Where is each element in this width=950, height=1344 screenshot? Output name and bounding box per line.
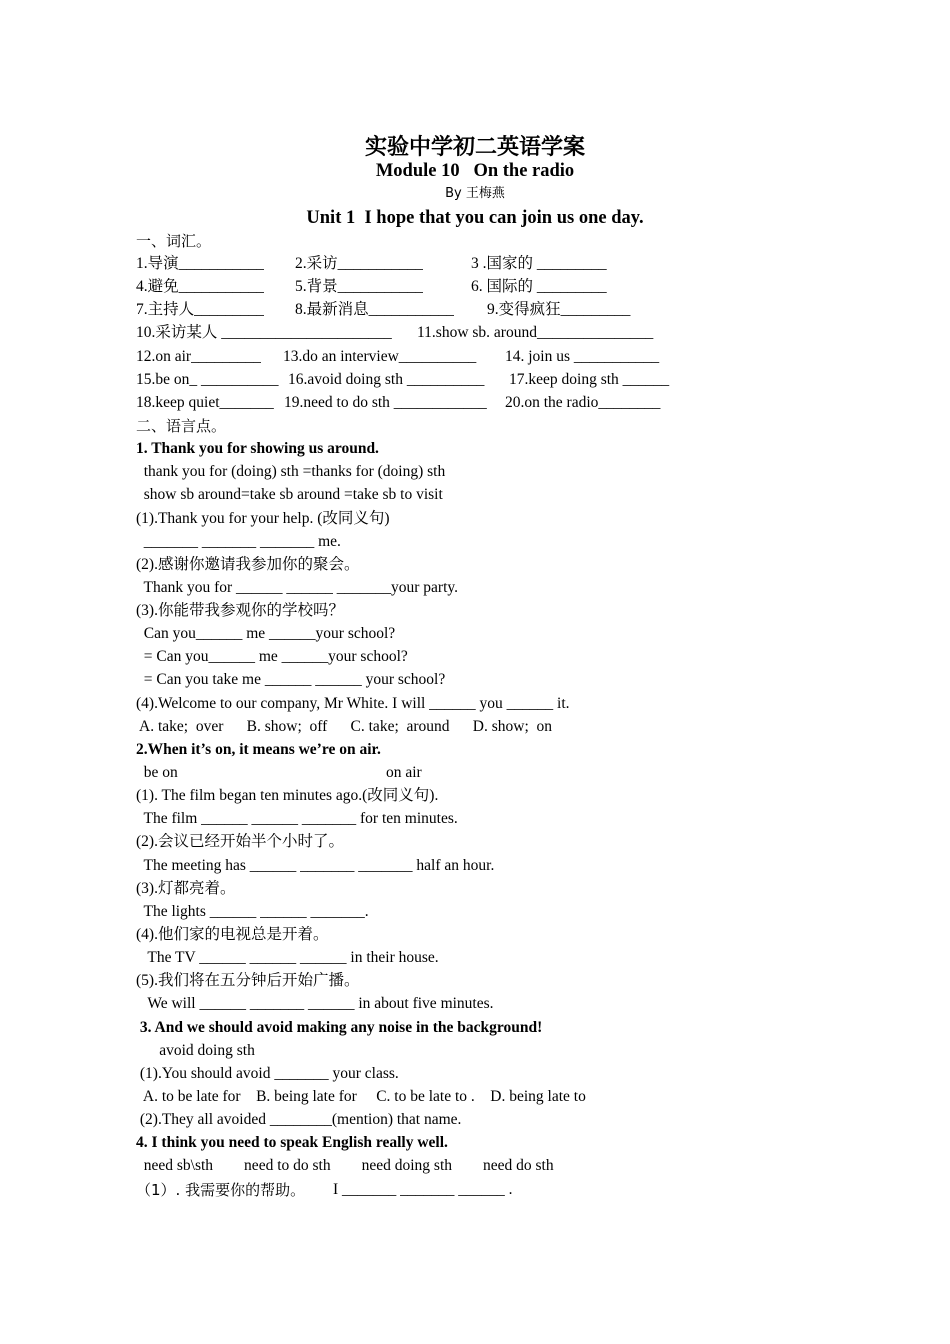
vocab-item: 4.避免___________ bbox=[136, 278, 264, 295]
exercise-line: Thank you for ______ ______ _______your party. bbox=[136, 579, 459, 596]
text-line: show sb around=take sb around =take sb to visit bbox=[136, 486, 443, 503]
exercise-line: _______ _______ _______ me. bbox=[136, 533, 341, 550]
point-title: 3. And we should avoid making any noise in the background! bbox=[136, 1019, 543, 1036]
vocab-item: 6. 国际的 _________ bbox=[471, 278, 607, 295]
vocab-item: 18.keep quiet_______ bbox=[136, 394, 274, 411]
text-line: be on bbox=[136, 764, 178, 781]
exercise-line: (2).会议已经开始半个小时了。 bbox=[136, 833, 344, 850]
exercise-line: (1).You should avoid _______ your class. bbox=[136, 1065, 399, 1082]
text-line: avoid doing sth bbox=[136, 1042, 255, 1059]
exercise-line: The film ______ ______ _______ for ten minutes. bbox=[136, 810, 458, 827]
exercise-line: The lights ______ ______ _______. bbox=[136, 903, 369, 920]
vocab-heading: 一、词汇。 bbox=[136, 232, 212, 250]
exercise-line: = Can you take me ______ ______ your school? bbox=[136, 671, 446, 688]
point-title: 4. I think you need to speak English really well. bbox=[136, 1134, 448, 1151]
choice-options: A. take; over B. show; off C. take; around D. show; on bbox=[136, 718, 553, 735]
vocab-item: 8.最新消息___________ bbox=[295, 301, 454, 318]
exercise-line: (3).灯都亮着。 bbox=[136, 880, 236, 897]
unit-title: Unit 1 I hope that you can join us one day. bbox=[306, 208, 644, 228]
vocab-item: 19.need to do sth ____________ bbox=[284, 394, 487, 411]
module-title: Module 10 On the radio bbox=[375, 161, 575, 181]
point-title: 2.When it’s on, it means we’re on air. bbox=[136, 741, 381, 758]
vocab-item: 1.导演___________ bbox=[136, 255, 264, 272]
vocab-item: 3 .国家的 _________ bbox=[471, 255, 607, 272]
text-line: on air bbox=[386, 764, 422, 781]
exercise-line: (2).感谢你邀请我参加你的聚会。 bbox=[136, 556, 360, 573]
vocab-item: 16.avoid doing sth __________ bbox=[288, 371, 485, 388]
vocab-item: 13.do an interview__________ bbox=[283, 348, 477, 365]
author: By 王梅燕 bbox=[445, 186, 505, 201]
exercise-line: I _______ _______ ______ . bbox=[333, 1181, 513, 1198]
exercise-line: (4).他们家的电视总是开着。 bbox=[136, 926, 329, 943]
vocab-item: 20.on the radio________ bbox=[505, 394, 661, 411]
choice-options: A. to be late for B. being late for C. to be late to . D. being late to bbox=[136, 1088, 586, 1105]
text-line: thank you for (doing) sth =thanks for (doing) sth bbox=[136, 463, 446, 480]
exercise-line: (1).Thank you for your help. (改同义句) bbox=[136, 510, 390, 527]
vocab-item: 10.采访某人 ______________________ bbox=[136, 324, 392, 341]
vocab-item: 7.主持人_________ bbox=[136, 301, 264, 318]
vocab-item: 14. join us ___________ bbox=[505, 348, 660, 365]
exercise-line: (3).你能带我参观你的学校吗？ bbox=[136, 602, 344, 619]
point-title: 1. Thank you for showing us around. bbox=[136, 440, 379, 457]
vocab-item: 5.背景___________ bbox=[295, 278, 423, 295]
points-heading: 二、语言点。 bbox=[136, 417, 227, 435]
exercise-line: (1). The film began ten minutes ago.(改同义句). bbox=[136, 787, 439, 804]
vocab-item: 11.show sb. around_______________ bbox=[417, 324, 654, 341]
vocab-item: 17.keep doing sth ______ bbox=[509, 371, 670, 388]
vocab-item: 12.on air_________ bbox=[136, 348, 261, 365]
vocab-item: 9.变得疯狂_________ bbox=[487, 301, 631, 318]
exercise-line: (2).They all avoided ________(mention) that name. bbox=[136, 1111, 462, 1128]
page-title: 实验中学初二英语学案 bbox=[364, 135, 585, 160]
exercise-line: The TV ______ ______ ______ in their house. bbox=[136, 949, 439, 966]
exercise-line: Can you______ me ______your school? bbox=[136, 625, 396, 642]
exercise-line: （1）. 我需要你的帮助。 bbox=[136, 1181, 306, 1199]
exercise-line: (5).我们将在五分钟后开始广播。 bbox=[136, 972, 360, 989]
exercise-line: = Can you______ me ______your school? bbox=[136, 648, 408, 665]
exercise-line: We will ______ _______ ______ in about five minutes. bbox=[136, 995, 494, 1012]
exercise-line: (4).Welcome to our company, Mr White. I will ______ you ______ it. bbox=[136, 695, 570, 712]
vocab-item: 2.采访___________ bbox=[295, 255, 423, 272]
exercise-line: The meeting has ______ _______ _______ half an hour. bbox=[136, 857, 495, 874]
text-line: need sb\sth need to do sth need doing sth need do sth bbox=[136, 1157, 554, 1174]
vocab-item: 15.be on_ __________ bbox=[136, 371, 279, 388]
